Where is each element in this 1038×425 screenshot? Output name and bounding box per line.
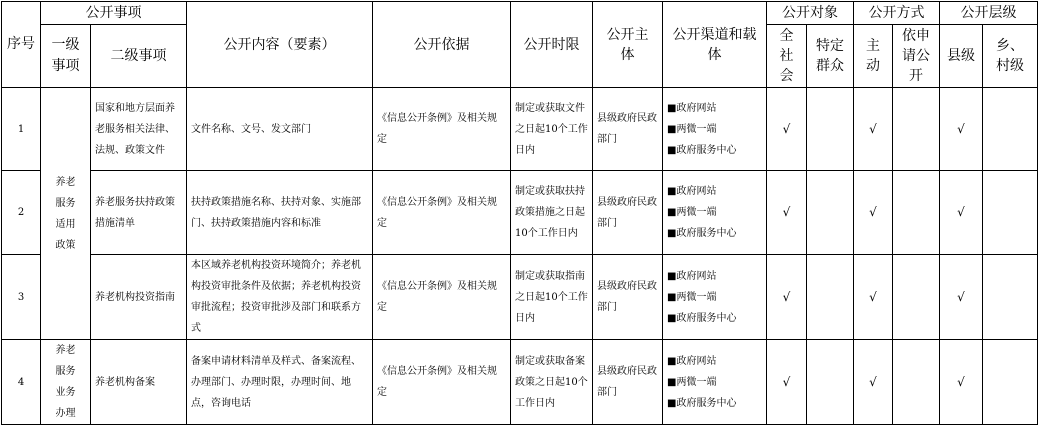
channels-cell <box>663 171 767 255</box>
table-row <box>2 88 1038 171</box>
table-row <box>2 171 1038 255</box>
header-method-active: 主动 <box>854 25 893 88</box>
check-request <box>893 340 940 425</box>
header-time-limit: 公开时限 <box>511 2 593 88</box>
header-tier: 公开层级 <box>940 2 1038 25</box>
check-active: √ <box>854 88 893 171</box>
channel-item: ■政府网站 <box>667 186 717 197</box>
level2-cell: 养老机构投资指南 <box>91 255 187 340</box>
header-level2: 二级事项 <box>91 25 187 88</box>
header-channels: 公开渠道和载体 <box>663 2 767 88</box>
header-level1: 一级事项 <box>41 25 91 88</box>
header-row-1 <box>2 2 1038 25</box>
header-method: 公开方式 <box>854 2 940 25</box>
row-number: 2 <box>2 171 41 255</box>
time-limit-cell: 制定或获取指南之日起10个工作日内 <box>511 255 593 340</box>
check-specific <box>807 88 854 171</box>
check-specific <box>807 340 854 425</box>
table-row <box>2 255 1038 340</box>
disclosure-table <box>1 1 1038 425</box>
channels-cell <box>663 255 767 340</box>
channels-cell <box>663 88 767 171</box>
check-active: √ <box>854 171 893 255</box>
level1-cell: 养老服务适用政策 <box>41 88 91 340</box>
basis-cell: 《信息公开条例》及相关规定 <box>373 171 511 255</box>
channel-item: ■两微一端 <box>667 376 717 388</box>
level2-cell: 养老机构备案 <box>91 340 187 425</box>
check-request <box>893 88 940 171</box>
header-content: 公开内容（要素） <box>187 2 373 88</box>
header-tier-county: 县级 <box>940 25 983 88</box>
header-seq: 序号 <box>2 2 41 88</box>
check-request <box>893 255 940 340</box>
row-number: 4 <box>2 340 41 425</box>
check-request <box>893 171 940 255</box>
check-town <box>983 340 1038 425</box>
row-number: 1 <box>2 88 41 171</box>
check-county: √ <box>940 255 983 340</box>
check-all: √ <box>767 255 807 340</box>
check-specific <box>807 171 854 255</box>
check-all: √ <box>767 88 807 171</box>
basis-cell: 《信息公开条例》及相关规定 <box>373 88 511 171</box>
check-county: √ <box>940 88 983 171</box>
header-target: 公开对象 <box>767 2 854 25</box>
channel-item: ■政府服务中心 <box>667 312 737 324</box>
check-county: √ <box>940 340 983 425</box>
channel-item: ■政府网站 <box>667 355 717 367</box>
time-limit-cell: 制定或获取文件之日起10个工作日内 <box>511 88 593 171</box>
basis-cell: 《信息公开条例》及相关规定 <box>373 255 511 340</box>
channel-item: ■政府服务中心 <box>667 397 737 409</box>
header-basis: 公开依据 <box>373 2 511 88</box>
table-row <box>2 340 1038 425</box>
content-cell: 本区域养老机构投资环境简介；养老机构投资审批条件及依据；养老机构投资审批流程；投资审批涉及部门和联系方式 <box>187 255 373 340</box>
check-specific <box>807 255 854 340</box>
check-town <box>983 255 1038 340</box>
check-town <box>983 171 1038 255</box>
level2-cell: 养老服务扶持政策措施清单 <box>91 171 187 255</box>
header-target-specific: 特定群众 <box>807 25 854 88</box>
time-limit-cell: 制定或获取扶持政策措施之日起10个工作日内 <box>511 171 593 255</box>
channel-item: ■政府网站 <box>667 270 717 282</box>
channel-item: ■两微一端 <box>667 291 717 303</box>
header-tier-town: 乡、村级 <box>983 25 1038 88</box>
content-cell: 扶持政策措施名称、扶持对象、实施部门、扶持政策措施内容和标准 <box>187 171 373 255</box>
channel-item: ■政府服务中心 <box>667 144 737 156</box>
subject-cell: 县级政府民政部门 <box>593 340 663 425</box>
basis-cell: 《信息公开条例》及相关规定 <box>373 340 511 425</box>
level2-cell: 国家和地方层面养老服务相关法律、法规、政策文件 <box>91 88 187 171</box>
header-matters: 公开事项 <box>41 2 187 25</box>
check-county: √ <box>940 171 983 255</box>
channel-item: ■政府服务中心 <box>667 228 737 239</box>
row-number: 3 <box>2 255 41 340</box>
level1-cell: 养老服务业务办理 <box>41 340 91 425</box>
content-cell: 文件名称、文号、发文部门 <box>187 88 373 171</box>
header-subject: 公开主体 <box>593 2 663 88</box>
subject-cell: 县级政府民政部门 <box>593 255 663 340</box>
subject-cell: 县级政府民政部门 <box>593 171 663 255</box>
time-limit-cell: 制定或获取备案政策之日起10个工作日内 <box>511 340 593 425</box>
subject-cell: 县级政府民政部门 <box>593 88 663 171</box>
check-active: √ <box>854 340 893 425</box>
header-target-all: 全社会 <box>767 25 807 88</box>
content-cell: 备案申请材料清单及样式、备案流程、办理部门、办理时限，办理时间、地点，咨询电话 <box>187 340 373 425</box>
channels-cell <box>663 340 767 425</box>
check-town <box>983 88 1038 171</box>
check-all: √ <box>767 340 807 425</box>
check-active: √ <box>854 255 893 340</box>
channel-item: ■两微一端 <box>667 123 717 135</box>
channel-item: ■两微一端 <box>667 207 717 218</box>
header-method-request: 依申请公开 <box>893 25 940 88</box>
channel-item: ■政府网站 <box>667 102 717 114</box>
check-all: √ <box>767 171 807 255</box>
